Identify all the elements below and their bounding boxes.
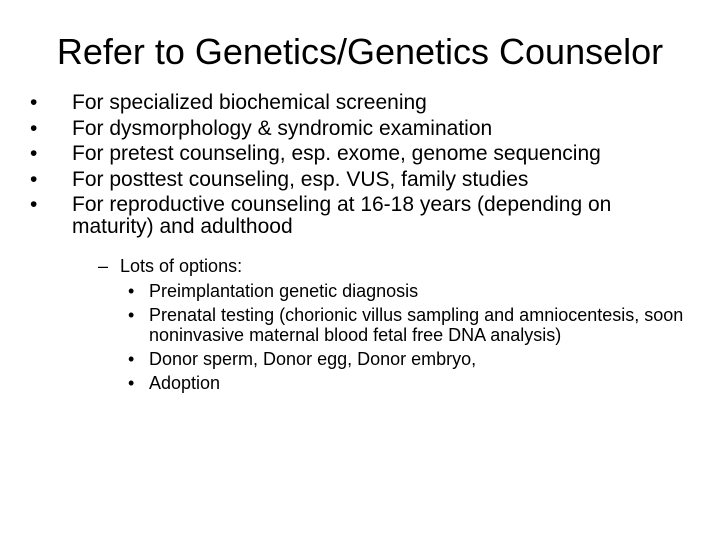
option-text: Preimplantation genetic diagnosis [149, 281, 419, 301]
bullet-icon: • [128, 305, 135, 325]
bullet-text: For posttest counseling, esp. VUS, family studies [72, 167, 529, 191]
bullet-icon: • [128, 373, 135, 393]
option-text: Prenatal testing (chorionic villus sampling and amniocentesis, soon noninvasive maternal blood fetal free DNA analysis) [149, 305, 684, 345]
bullet-item [30, 92, 690, 114]
bullet-item [30, 143, 690, 165]
bullet-icon: • [30, 167, 38, 191]
option-item [128, 305, 689, 345]
option-item [128, 281, 689, 301]
bullet-item [30, 194, 690, 238]
bullet-text: For pretest counseling, esp. exome, genome sequencing [72, 142, 601, 165]
bullet-icon: • [128, 349, 135, 369]
options-heading-text: Lots of options: [120, 256, 243, 276]
bullet-item [30, 118, 690, 140]
dash-icon: – [98, 256, 109, 276]
bullet-icon: • [30, 193, 38, 216]
slide-content [30, 92, 690, 397]
bullet-icon: • [30, 116, 38, 140]
options-list [98, 281, 690, 393]
slide-title: Refer to Genetics/Genetics Counselor [56, 31, 664, 72]
option-text: Adoption [149, 373, 221, 393]
bullet-icon: • [128, 281, 135, 301]
bullet-list [30, 92, 690, 238]
options-heading [98, 256, 690, 276]
bullet-text: For dysmorphology & syndromic examination [72, 116, 493, 140]
bullet-icon: • [30, 91, 38, 114]
bullet-text: For specialized biochemical screening [72, 91, 427, 114]
bullet-text: For reproductive counseling at 16-18 years (depending on maturity) and adulthood [72, 193, 612, 238]
option-text: Donor sperm, Donor egg, Donor embryo, [149, 349, 477, 369]
option-item [128, 349, 689, 369]
options-section [98, 256, 690, 393]
option-item [128, 373, 689, 393]
bullet-item [30, 169, 690, 191]
bullet-icon: • [30, 142, 38, 165]
